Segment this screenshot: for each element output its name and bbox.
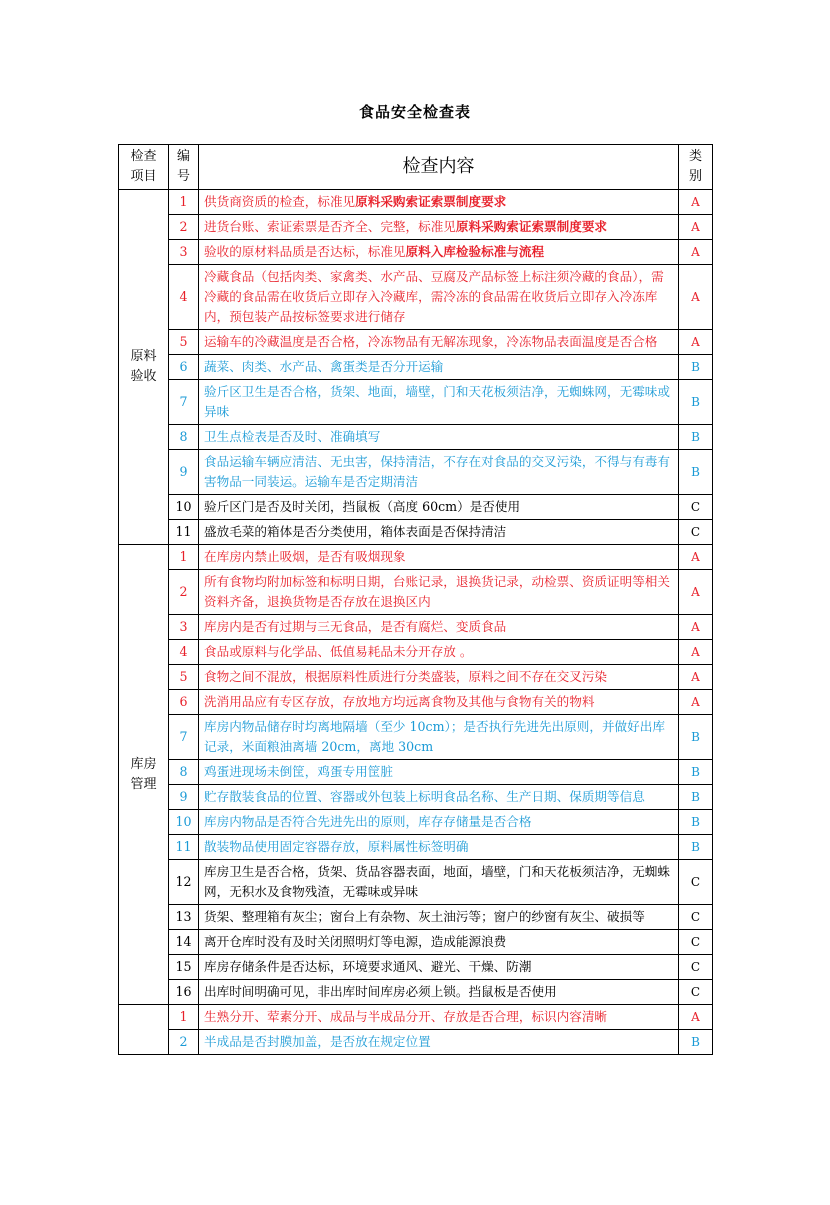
page-title: 食品安全检查表 <box>358 103 471 121</box>
item-text: 食品或原料与化学品、低值易耗品未分开存放 。 <box>204 644 473 659</box>
header-category: 检查 项目 <box>119 145 169 190</box>
item-number: 4 <box>169 640 199 665</box>
item-level: A <box>679 545 713 570</box>
table-row <box>119 495 713 520</box>
item-level: A <box>679 190 713 215</box>
table-row <box>119 615 713 640</box>
item-content <box>199 835 679 860</box>
table-row <box>119 640 713 665</box>
item-level: C <box>679 955 713 980</box>
item-content <box>199 615 679 640</box>
item-text: 库房内物品储存时均离地隔墙（至少 10cm）；是否执行先进先出原则，并做好出库记录，米面粮油离墙 20cm，离地 30cm <box>204 719 665 754</box>
item-text: 卫生点检表是否及时、准确填写 <box>204 429 381 444</box>
item-content <box>199 640 679 665</box>
item-number: 11 <box>169 520 199 545</box>
item-content <box>199 545 679 570</box>
item-level: B <box>679 760 713 785</box>
table-row <box>119 215 713 240</box>
item-content <box>199 690 679 715</box>
item-text: 生熟分开、荤素分开、成品与半成品分开、存放是否合理，标识内容清晰 <box>204 1009 607 1024</box>
item-number: 11 <box>169 835 199 860</box>
table-row <box>119 380 713 425</box>
item-content <box>199 955 679 980</box>
item-number: 8 <box>169 425 199 450</box>
item-number: 1 <box>169 1005 199 1030</box>
item-number: 2 <box>169 215 199 240</box>
standard-reference: 原料入库检验标准与流程 <box>405 244 545 259</box>
item-number: 5 <box>169 665 199 690</box>
item-text: 运输车的冷藏温度是否合格，冷冻物品有无解冻现象，冷冻物品表面温度是否合格 <box>204 334 658 349</box>
section-category: 库房 管理 <box>119 545 169 1005</box>
item-number: 2 <box>169 570 199 615</box>
table-row <box>119 240 713 265</box>
item-number: 9 <box>169 785 199 810</box>
item-content <box>199 810 679 835</box>
table-row <box>119 860 713 905</box>
table-body <box>119 190 713 1055</box>
table-row <box>119 810 713 835</box>
table-row <box>119 190 713 215</box>
item-content <box>199 1030 679 1055</box>
item-level: C <box>679 930 713 955</box>
item-content <box>199 860 679 905</box>
item-text: 半成品是否封膜加盖，是否放在规定位置 <box>204 1034 431 1049</box>
item-number: 10 <box>169 810 199 835</box>
item-content <box>199 330 679 355</box>
item-content <box>199 980 679 1005</box>
item-text: 鸡蛋进现场未倒筐，鸡蛋专用筐脏 <box>204 764 393 779</box>
item-number: 7 <box>169 380 199 425</box>
header-content: 检查内容 <box>199 145 679 190</box>
item-text: 验收的原材料品质是否达标，标准见 <box>204 244 406 259</box>
item-level: A <box>679 215 713 240</box>
item-content <box>199 450 679 495</box>
item-level: B <box>679 810 713 835</box>
item-level: B <box>679 450 713 495</box>
item-level: B <box>679 715 713 760</box>
item-content <box>199 355 679 380</box>
item-number: 1 <box>169 545 199 570</box>
item-text: 贮存散装食品的位置、容器或外包装上标明食品名称、生产日期、保质期等信息 <box>204 789 645 804</box>
table-row <box>119 835 713 860</box>
table-row <box>119 330 713 355</box>
table-header-row <box>119 145 713 190</box>
item-number: 2 <box>169 1030 199 1055</box>
section-category: 原料 验收 <box>119 190 169 545</box>
item-level: A <box>679 640 713 665</box>
item-number: 3 <box>169 615 199 640</box>
table-row <box>119 265 713 330</box>
section-category <box>119 1005 169 1055</box>
table-row <box>119 545 713 570</box>
table-row <box>119 930 713 955</box>
item-text: 冷藏食品（包括肉类、家禽类、水产品、豆腐及产品标签上标注须冷藏的食品），需冷藏的食品需在收货后立即存入冷藏库，需冷冻的食品需在收货后立即存入冷冻库内，预包装产品按标签要求进行储存 <box>204 269 664 324</box>
item-content <box>199 240 679 265</box>
item-number: 3 <box>169 240 199 265</box>
item-number: 5 <box>169 330 199 355</box>
item-level: A <box>679 615 713 640</box>
item-text: 出库时间明确可见，非出库时间库房必须上锁。挡鼠板是否使用 <box>204 984 557 999</box>
item-content <box>199 570 679 615</box>
item-level: B <box>679 1030 713 1055</box>
table-row <box>119 1005 713 1030</box>
table-row <box>119 570 713 615</box>
item-text: 货架、整理箱有灰尘；窗台上有杂物、灰土油污等；窗户的纱窗有灰尘、破损等 <box>204 909 645 924</box>
table-row <box>119 450 713 495</box>
item-text: 蔬菜、肉类、水产品、禽蛋类是否分开运输 <box>204 359 444 374</box>
item-level: A <box>679 690 713 715</box>
item-text: 库房卫生是否合格，货架、货品容器表面，地面，墙壁，门和天花板须洁净，无蜘蛛网，无积水及食物残渣，无霉味或异味 <box>204 864 670 899</box>
item-number: 6 <box>169 690 199 715</box>
item-number: 1 <box>169 190 199 215</box>
item-number: 9 <box>169 450 199 495</box>
table-row <box>119 1030 713 1055</box>
item-text: 供货商资质的检查，标准见 <box>204 194 356 209</box>
item-text: 洗消用品应有专区存放，存放地方均远离食物及其他与食物有关的物料 <box>204 694 595 709</box>
item-level: C <box>679 520 713 545</box>
header-number: 编 号 <box>169 145 199 190</box>
table-row <box>119 785 713 810</box>
item-content <box>199 495 679 520</box>
table-row <box>119 980 713 1005</box>
table-row <box>119 425 713 450</box>
item-number: 13 <box>169 905 199 930</box>
item-text: 验斤区卫生是否合格，货架、地面，墙壁，门和天花板须洁净，无蜘蛛网，无霉味或异味 <box>204 384 670 419</box>
item-level: C <box>679 980 713 1005</box>
item-content <box>199 665 679 690</box>
checklist-table <box>118 144 713 1055</box>
item-number: 15 <box>169 955 199 980</box>
table-row <box>119 760 713 785</box>
item-level: C <box>679 905 713 930</box>
item-number: 10 <box>169 495 199 520</box>
item-text: 库房存储条件是否达标，环境要求通风、避光、干燥、防潮 <box>204 959 532 974</box>
item-text: 所有食物均附加标签和标明日期，台账记录，退换货记录，动检票、资质证明等相关资料齐备，退换货物是否存放在退换区内 <box>204 574 670 609</box>
item-content <box>199 380 679 425</box>
item-number: 16 <box>169 980 199 1005</box>
item-text: 库房内是否有过期与三无食品，是否有腐烂、变质食品 <box>204 619 507 634</box>
item-level: B <box>679 835 713 860</box>
item-text: 离开仓库时没有及时关闭照明灯等电源，造成能源浪费 <box>204 934 507 949</box>
item-level: B <box>679 380 713 425</box>
table-row <box>119 665 713 690</box>
table-row <box>119 520 713 545</box>
table-row <box>119 355 713 380</box>
item-content <box>199 425 679 450</box>
item-level: B <box>679 785 713 810</box>
item-text: 食物之间不混放，根据原料性质进行分类盛装，原料之间不存在交叉污染 <box>204 669 607 684</box>
table-row <box>119 955 713 980</box>
item-level: B <box>679 425 713 450</box>
item-level: B <box>679 355 713 380</box>
item-number: 6 <box>169 355 199 380</box>
item-level: C <box>679 495 713 520</box>
header-level: 类 别 <box>679 145 713 190</box>
item-level: A <box>679 665 713 690</box>
standard-reference: 原料采购索证索票制度要求 <box>455 219 607 234</box>
item-content <box>199 265 679 330</box>
item-level: C <box>679 860 713 905</box>
item-content <box>199 190 679 215</box>
item-level: A <box>679 570 713 615</box>
item-number: 14 <box>169 930 199 955</box>
item-level: A <box>679 330 713 355</box>
table-row <box>119 690 713 715</box>
item-content <box>199 215 679 240</box>
item-level: A <box>679 1005 713 1030</box>
item-number: 8 <box>169 760 199 785</box>
item-number: 12 <box>169 860 199 905</box>
item-number: 4 <box>169 265 199 330</box>
item-text: 盛放毛菜的箱体是否分类使用，箱体表面是否保持清洁 <box>204 524 507 539</box>
item-content <box>199 715 679 760</box>
item-level: A <box>679 240 713 265</box>
item-number: 7 <box>169 715 199 760</box>
item-content <box>199 785 679 810</box>
standard-reference: 原料采购索证索票制度要求 <box>355 194 507 209</box>
item-content <box>199 760 679 785</box>
item-text: 在库房内禁止吸烟，是否有吸烟现象 <box>204 549 406 564</box>
item-text: 进货台账、索证索票是否齐全、完整，标准见 <box>204 219 456 234</box>
table-row <box>119 715 713 760</box>
item-content <box>199 1005 679 1030</box>
table-row <box>119 905 713 930</box>
item-content <box>199 520 679 545</box>
item-text: 散装物品使用固定容器存放，原料属性标签明确 <box>204 839 469 854</box>
item-content <box>199 905 679 930</box>
item-text: 食品运输车辆应清洁、无虫害，保持清洁，不存在对食品的交叉污染，不得与有毒有害物品一同装运。运输车是否定期清洁 <box>204 454 670 489</box>
item-level: A <box>679 265 713 330</box>
item-content <box>199 930 679 955</box>
item-text: 验斤区门是否及时关闭，挡鼠板（高度 60cm）是否使用 <box>204 499 521 514</box>
item-text: 库房内物品是否符合先进先出的原则，库存存储量是否合格 <box>204 814 532 829</box>
